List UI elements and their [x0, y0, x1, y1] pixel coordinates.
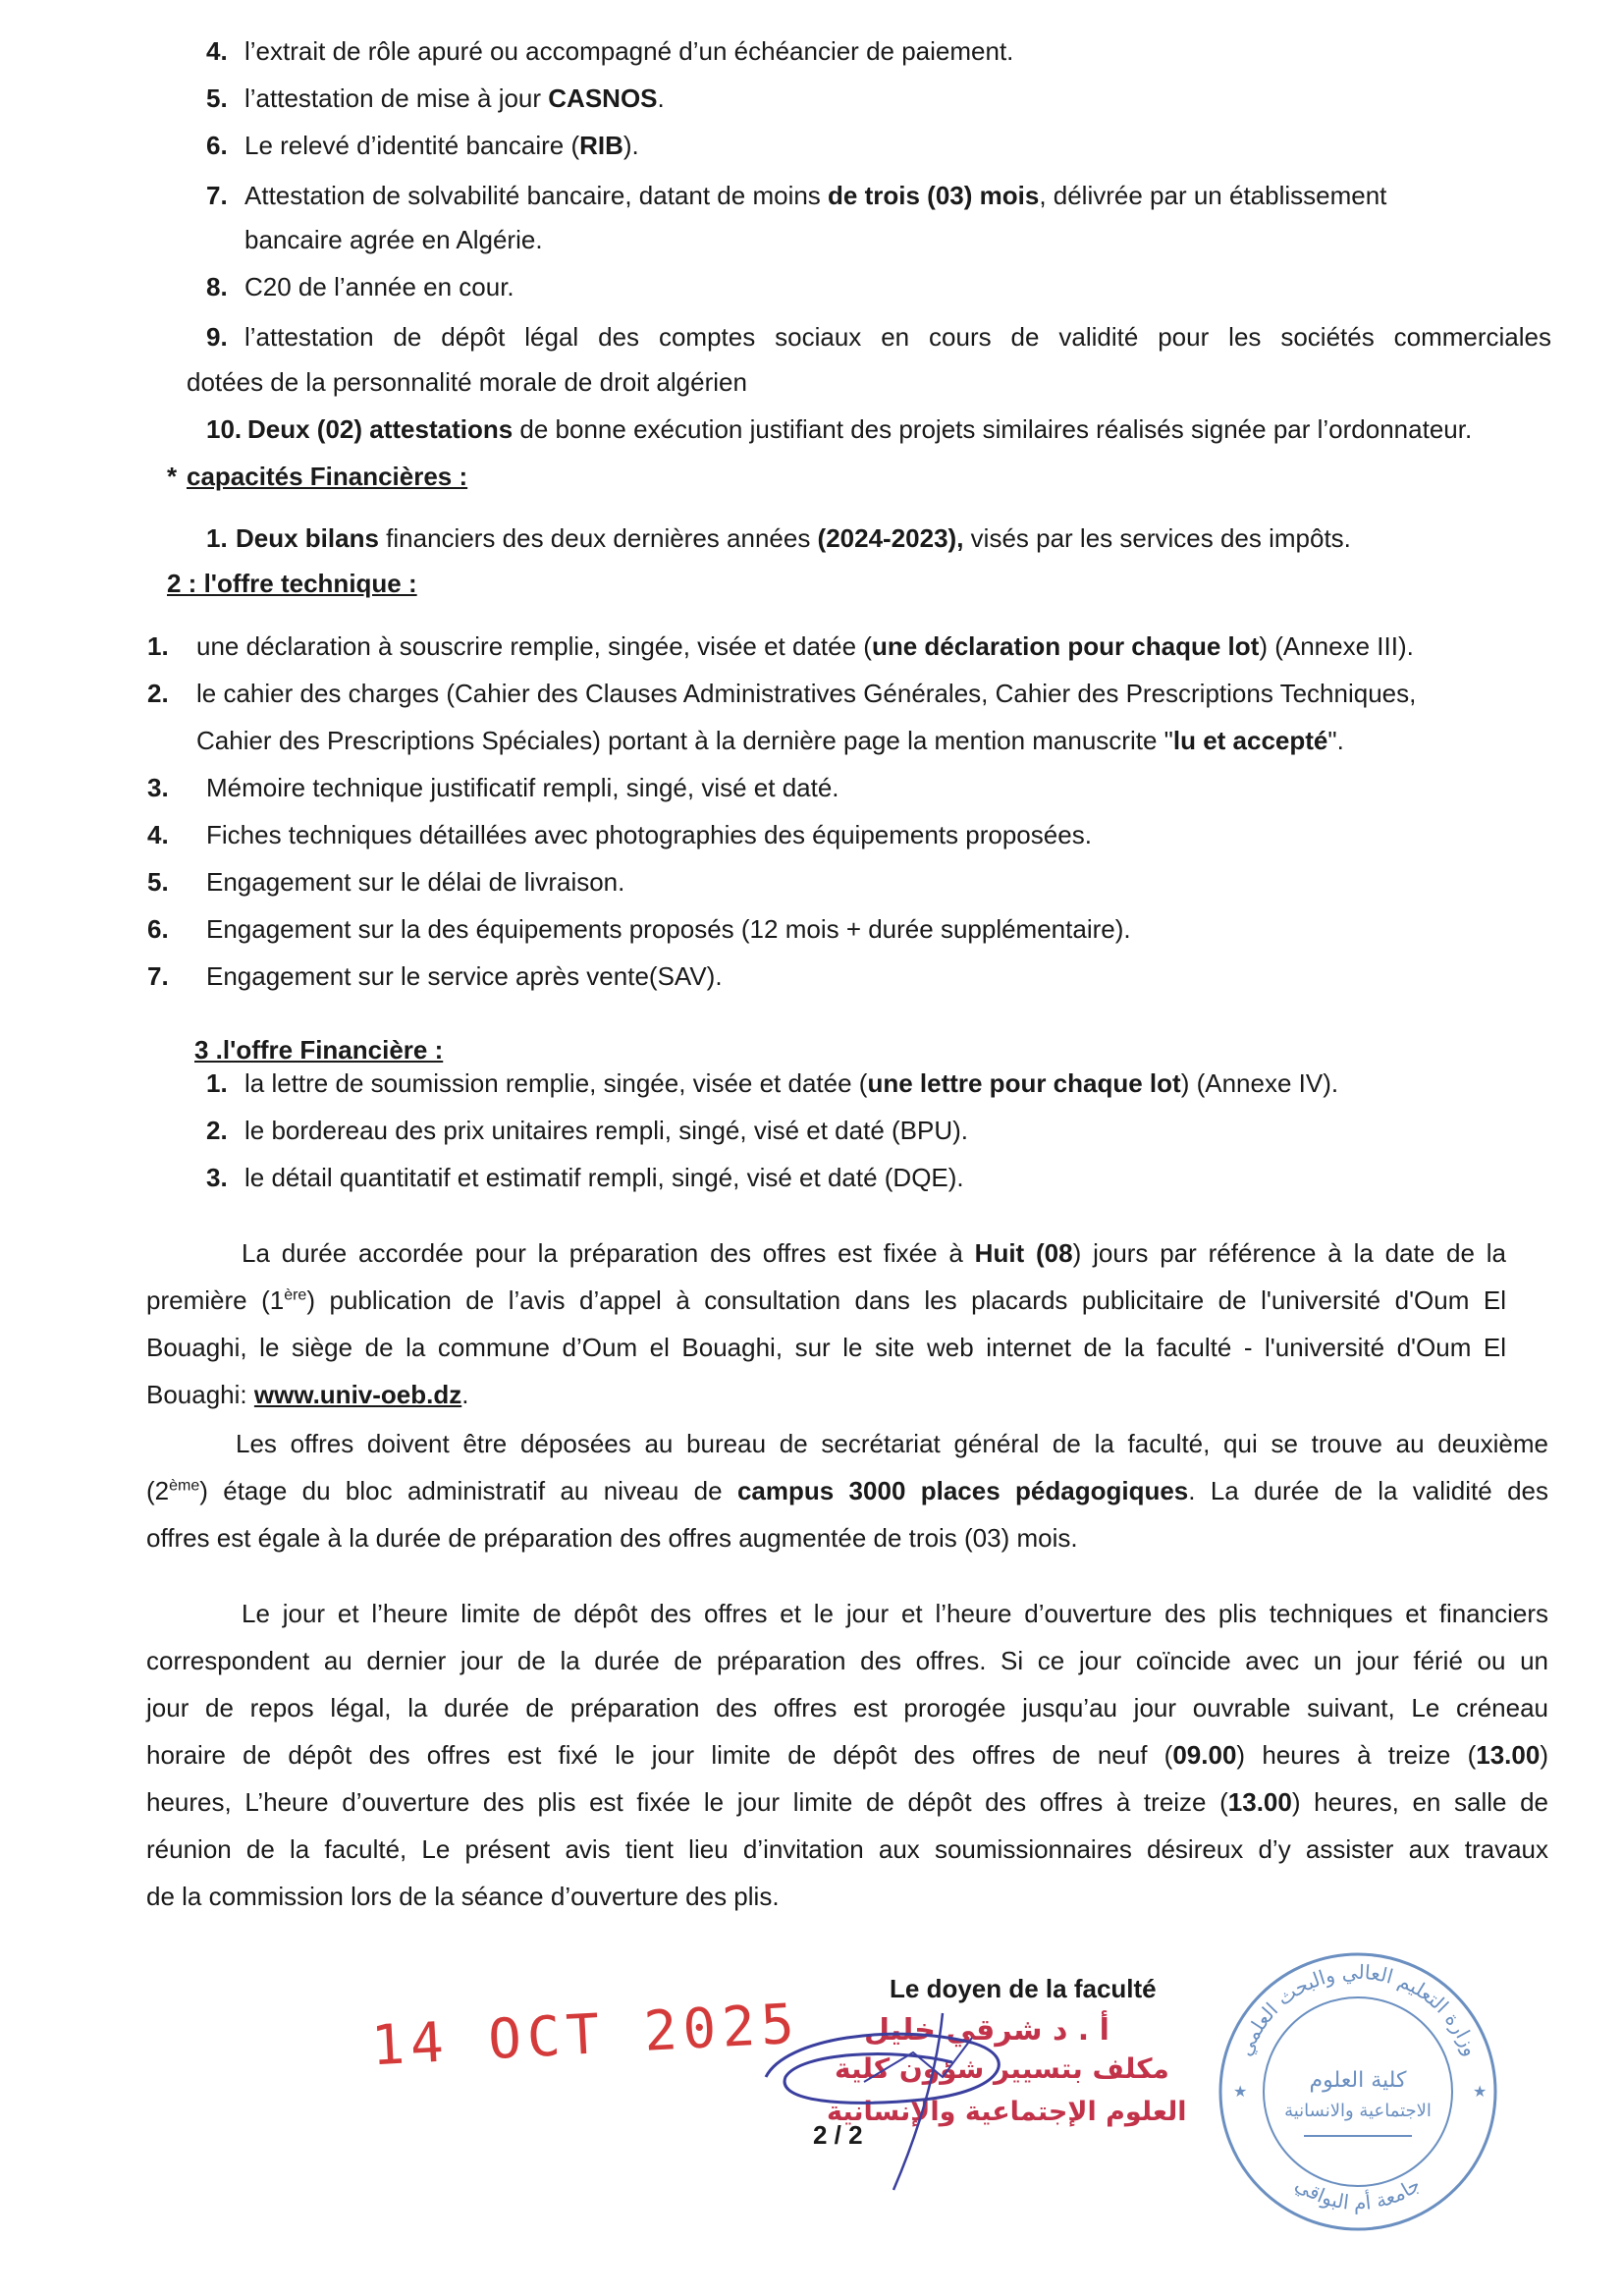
list-item-text: Engagement sur le délai de livraison.: [206, 867, 625, 897]
list-number: 7.: [206, 181, 228, 210]
list-number: 2.: [206, 1116, 228, 1145]
paragraph-line: Les offres doivent être déposées au bureau de secrétariat général de la faculté, qui se trouve au deuxième: [236, 1429, 1548, 1458]
list-number: 4.: [147, 820, 169, 849]
paragraph-line: heures, L’heure d’ouverture des plis est fixée le jour limite de dépôt des offres à treize (13.00) heures, en salle de: [146, 1787, 1548, 1817]
paragraph-line: La durée accordée pour la préparation des offres est fixée à Huit (08) jours par référence à la date de la: [242, 1238, 1506, 1268]
list-item-text: Engagement sur le service après vente(SAV).: [206, 961, 723, 991]
list-item-text: Attestation de solvabilité bancaire, datant de moins de trois (03) mois, délivrée par un établissement: [244, 181, 1387, 210]
stamp-faculty: العلوم الإجتماعية والإنسانية: [827, 2097, 1187, 2127]
seal-center-line1: كلية العلوم: [1309, 2068, 1407, 2093]
website-link[interactable]: www.univ-oeb.dz: [253, 1380, 462, 1409]
seal-star-icon: ★: [1233, 2084, 1248, 2101]
list-number: 6.: [147, 914, 169, 944]
bullet-star: *: [167, 462, 178, 491]
paragraph-line: jour de repos légal, la durée de préparation des offres est prorogée jusqu’au jour ouvrable suivant, Le créneau: [146, 1693, 1548, 1722]
list-item-text: C20 de l’année en cour.: [244, 272, 514, 301]
section-heading-offre-financiere: 3 .l'offre Financière :: [194, 1035, 444, 1065]
stamp-name: أ . د شرقي خليل: [864, 2013, 1109, 2048]
list-number: 8.: [206, 272, 228, 301]
list-item-text: Deux bilans financiers des deux dernières années (2024-2023), visés par les services des impôts.: [236, 523, 1351, 553]
paragraph-line: Le jour et l’heure limite de dépôt des offres et le jour et l’heure d’ouverture des plis techniques et financiers: [242, 1599, 1548, 1628]
date-stamp: 14 OCT 2025: [369, 1992, 802, 2079]
seal-star-icon: ★: [1473, 2084, 1488, 2101]
handwritten-signature: [746, 1984, 1041, 2210]
list-item-text: Le relevé d’identité bancaire (RIB).: [244, 131, 639, 160]
section-heading-capacites: capacités Financières :: [187, 462, 468, 491]
list-number: 5.: [147, 867, 169, 897]
stamp-role: مكلف بتسيير شؤون كلية: [835, 2052, 1169, 2085]
paragraph-line: Bouaghi, le siège de la commune d’Oum el Bouaghi, sur le site web internet de la faculté - l'université d'Oum El: [146, 1333, 1506, 1362]
list-item-continuation: dotées de la personnalité morale de droit algérien: [187, 367, 747, 397]
list-item-text: l’attestation de mise à jour CASNOS.: [244, 83, 665, 113]
list-number: 3.: [206, 1163, 228, 1192]
svg-text:جامعة أم البواقي: [1290, 2172, 1424, 2214]
list-item-text: Deux (02) attestations de bonne exécution justifiant des projets similaires réalisés signée par l’ordonnateur.: [247, 414, 1473, 444]
official-seal: [1206, 1940, 1510, 2244]
seal-ring-top: وزارة التعليم العالي والبحث العلمي: [1232, 1959, 1484, 2059]
section-heading-offre-technique: 2 : l'offre technique :: [167, 569, 417, 598]
list-number: 6.: [206, 131, 228, 160]
list-number: 1.: [206, 523, 228, 553]
list-item-text: le détail quantitatif et estimatif rempli, singé, visé et daté (DQE).: [244, 1163, 964, 1192]
list-number: 1.: [147, 631, 169, 661]
paragraph-line: horaire de dépôt des offres est fixé le jour limite de dépôt des offres de neuf (09.00) heures à treize (13.00): [146, 1740, 1549, 1770]
paragraph-line: réunion de la faculté, Le présent avis tient lieu d’invitation aux soumissionnaires désireux d’y assister aux travaux: [146, 1834, 1548, 1864]
list-item-text: le bordereau des prix unitaires rempli, singé, visé et daté (BPU).: [244, 1116, 969, 1145]
list-item-text: la lettre de soumission remplie, singée, visée et datée (une lettre pour chaque lot) (Annexe IV).: [244, 1068, 1339, 1098]
signatory-title: Le doyen de la faculté: [890, 1974, 1157, 2003]
list-item-text: Mémoire technique justificatif rempli, singé, visé et daté.: [206, 773, 839, 802]
paragraph-line: première (1ère) publication de l’avis d’appel à consultation dans les placards publicitaire de l'université d'Oum El: [146, 1285, 1506, 1315]
list-item-text: Fiches techniques détaillées avec photographies des équipements proposées.: [206, 820, 1092, 849]
list-number: 3.: [147, 773, 169, 802]
paragraph-line: Bouaghi: www.univ-oeb.dz.: [146, 1380, 469, 1409]
list-item-text: l’extrait de rôle apuré ou accompagné d’un échéancier de paiement.: [244, 36, 1014, 66]
paragraph-line: offres est égale à la durée de préparation des offres augmentée de trois (03) mois.: [146, 1523, 1078, 1553]
paragraph-line: correspondent au dernier jour de la durée de préparation des offres. Si ce jour coïncide avec un jour férié ou un: [146, 1646, 1548, 1675]
list-item-text: le cahier des charges (Cahier des Clauses Administratives Générales, Cahier des Prescriptions Techniques,: [196, 679, 1417, 708]
list-number: 2.: [147, 679, 169, 708]
list-number: 10.: [206, 414, 243, 444]
seal-ring-bottom: جامعة أم البواقي: [1291, 2171, 1425, 2215]
list-item-continuation: Cahier des Prescriptions Spéciales) portant à la dernière page la mention manuscrite "lu et accepté".: [196, 726, 1344, 755]
list-number: 1.: [206, 1068, 228, 1098]
list-item-text: l’attestation de dépôt légal des comptes sociaux en cours de validité pour les sociétés commerciales: [244, 322, 1551, 352]
list-number: 5.: [206, 83, 228, 113]
paragraph-line: (2ème) étage du bloc administratif au niveau de campus 3000 places pédagogiques. La durée de la validité des: [146, 1476, 1548, 1505]
seal-center-line2: الاجتماعية والانسانية: [1284, 2101, 1432, 2121]
page-number: 2 / 2: [813, 2120, 863, 2150]
list-item-text: une déclaration à souscrire remplie, singée, visée et datée (une déclaration pour chaque lot) (Annexe III).: [196, 631, 1414, 661]
paragraph-line: de la commission lors de la séance d’ouverture des plis.: [146, 1882, 780, 1911]
list-item-text: Engagement sur la des équipements proposés (12 mois + durée supplémentaire).: [206, 914, 1131, 944]
list-number: 4.: [206, 36, 228, 66]
list-number: 9.: [206, 322, 228, 352]
svg-text:وزارة التعليم العالي والبحث ال: [1232, 1960, 1483, 2060]
list-number: 7.: [147, 961, 169, 991]
list-item-continuation: bancaire agrée en Algérie.: [244, 225, 543, 254]
